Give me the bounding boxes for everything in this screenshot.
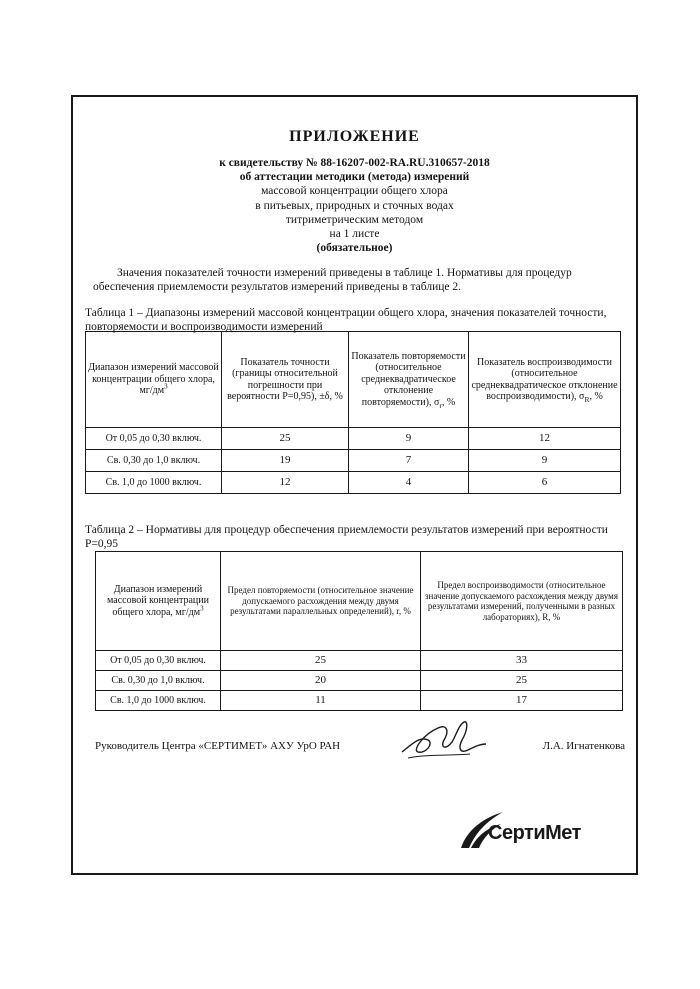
table-row	[96, 691, 623, 711]
table2-header-row	[96, 552, 623, 651]
value-cell: 9	[469, 450, 621, 472]
table2-header-reproducibility-limit: Предел воспроизводимости (относительное значение допускаемого расхождения между двумя результатами измерений, полученными в разных лабораториях), R, %	[421, 552, 623, 651]
table2-caption: Таблица 2 – Нормативы для процедур обеспечения приемлемости результатов измерений при вероятности P=0,95	[85, 524, 608, 550]
header-line: массовой концентрации общего хлора	[261, 185, 448, 198]
header-line: титриметрическим методом	[285, 213, 424, 226]
table1-caption: Таблица 1 – Диапазоны измерений массовой концентрации общего хлора, значения показателей точности, повторяемости и воспроизводимости измерений	[85, 307, 607, 333]
intro-paragraph: Значения показателей точности измерений приведены в таблице 1. Нормативы для процедур обеспечения приемлемости результатов измерений приведены в таблице 2.	[93, 267, 572, 293]
table-row	[86, 450, 621, 472]
signature-line	[95, 738, 625, 758]
certificate-number: к свидетельству № 88-16207-002-RA.RU.310657-2018	[219, 157, 490, 169]
value-cell: 12	[222, 472, 349, 494]
sheet-count: на 1 листе	[329, 228, 380, 241]
table-row	[96, 651, 623, 671]
handwritten-signature	[398, 714, 488, 764]
table-row	[96, 671, 623, 691]
value-cell: 6	[469, 472, 621, 494]
value-cell: 19	[222, 450, 349, 472]
signatory-position: Руководитель Центра «СЕРТИМЕТ» АХУ УрО РАН	[95, 740, 341, 752]
value-cell: 33	[421, 651, 623, 671]
header-block	[71, 156, 638, 255]
value-cell: 11	[221, 691, 421, 711]
value-cell: 17	[421, 691, 623, 711]
table1-header-repeatability: Показатель повторяемости (относительное среднеквадратическое отклонение повторяемости), $\sigma_r$, %	[349, 332, 469, 428]
range-cell: Св. 1,0 до 1000 включ.	[86, 472, 222, 494]
certimet-logo-text: СертиМет	[488, 822, 581, 844]
range-cell: От 0,05 до 0,30 включ.	[96, 651, 221, 671]
value-cell: 20	[221, 671, 421, 691]
table-row	[86, 428, 621, 450]
range-cell: Св. 0,30 до 1,0 включ.	[86, 450, 222, 472]
range-cell: От 0,05 до 0,30 включ.	[86, 428, 222, 450]
table1-header-accuracy: Показатель точности (границы относительной погрешности при вероятности P=0,95), ±δ, %	[222, 332, 349, 428]
table2-header-repeatability-limit: Предел повторяемости (относительное значение допускаемого расхождения между двумя результатами параллельных определений), r, %	[221, 552, 421, 651]
table1-header-reproducibility: Показатель воспроизводимости (относительное среднеквадратическое отклонение воспроизводимости), $\sigma_R$, %	[469, 332, 621, 428]
header-line: в питьевых, природных и сточных водах	[255, 199, 454, 212]
header-line: об аттестации методики (метода) измерений	[239, 171, 470, 184]
range-cell: Св. 0,30 до 1,0 включ.	[96, 671, 221, 691]
signatory-name: Л.А. Игнатенкова	[542, 740, 625, 752]
table1-header-range: Диапазон измерений массовой концентрации общего хлора, $мг/дм^3$	[86, 332, 222, 428]
page-title: ПРИЛОЖЕНИЕ	[289, 128, 420, 145]
table-accuracy	[85, 331, 621, 494]
table-acceptability	[95, 551, 623, 711]
value-cell: 12	[469, 428, 621, 450]
value-cell: 4	[349, 472, 469, 494]
mandatory-note: (обязательное)	[316, 242, 393, 255]
value-cell: 25	[221, 651, 421, 671]
value-cell: 9	[349, 428, 469, 450]
table1-header-row	[86, 332, 621, 428]
range-cell: Св. 1,0 до 1000 включ.	[96, 691, 221, 711]
table-row	[86, 472, 621, 494]
value-cell: 7	[349, 450, 469, 472]
value-cell: 25	[222, 428, 349, 450]
value-cell: 25	[421, 671, 623, 691]
table2-header-range: Диапазон измерений массовой концентрации общего хлора, $мг/дм^3$	[96, 552, 221, 651]
